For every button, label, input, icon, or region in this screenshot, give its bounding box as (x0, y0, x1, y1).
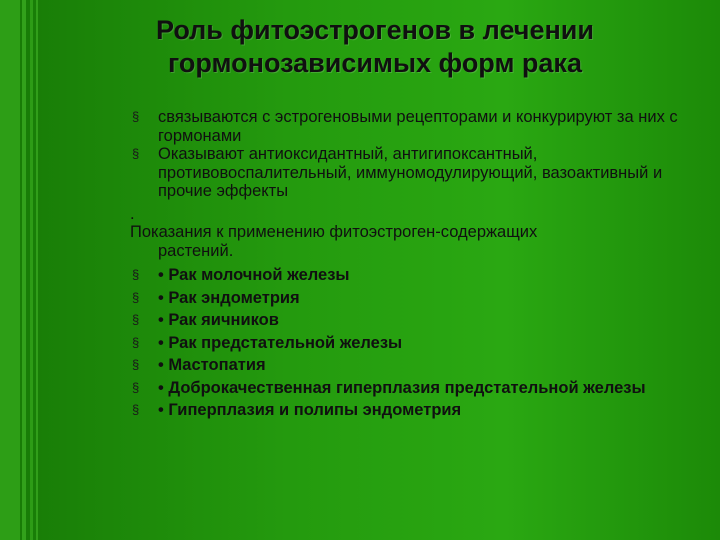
list-item (130, 108, 690, 145)
slide-content (130, 108, 690, 420)
list-item-text: • Рак предстательной железы (158, 333, 403, 352)
list-item-text: • Рак яичников (158, 311, 279, 329)
bullet-icon: § (132, 267, 140, 282)
list-item (130, 356, 690, 375)
list-item (130, 334, 690, 353)
list-item-text: связываются с эстрогеновыми рецепторами и конкурируют за них с гормонами (158, 108, 678, 145)
title-line: гормонозависимых форм рака (168, 48, 582, 78)
decorative-stripe (22, 0, 26, 540)
title-line: Роль фитоэстрогенов в лечении (155, 15, 594, 45)
bullet-icon: § (132, 357, 140, 372)
list-item (130, 379, 690, 398)
decorative-stripe (30, 0, 33, 540)
bullet-icon: § (132, 109, 140, 124)
list-item-text: • Мастопатия (158, 356, 266, 374)
separator-dot (130, 205, 690, 224)
bullet-icon: § (132, 289, 140, 305)
heading-line: Показания к применению фитоэстроген-содержащих (130, 223, 538, 241)
list-item-text: • Рак эндометрия (158, 288, 300, 307)
indications-heading (130, 223, 690, 260)
list-item (130, 145, 690, 201)
list-item-text: • Гиперплазия и полипы эндометрия (158, 401, 462, 419)
list-item (130, 266, 690, 285)
bullet-icon: § (132, 402, 140, 417)
list-item (130, 401, 690, 420)
decorative-stripe (0, 0, 20, 540)
separator-text: . (130, 204, 135, 223)
list-item (130, 311, 690, 330)
list-item-text: • Доброкачественная гиперплазия предстательной железы (158, 378, 646, 397)
list-item-text: • Рак молочной железы (158, 266, 350, 284)
bullet-icon: § (132, 146, 140, 161)
bullet-icon: § (132, 379, 140, 395)
heading-line: растений. (158, 241, 234, 260)
decorative-stripe (36, 0, 38, 540)
bullet-icon: § (132, 312, 140, 327)
list-item (130, 289, 690, 308)
slide-title (95, 14, 655, 80)
bullet-icon: § (132, 334, 140, 350)
list-item-text: Оказывают антиоксидантный, антигипоксантный, противовоспалительный, иммуномодулирующий, вазоактивный и прочие эффекты (158, 145, 663, 200)
